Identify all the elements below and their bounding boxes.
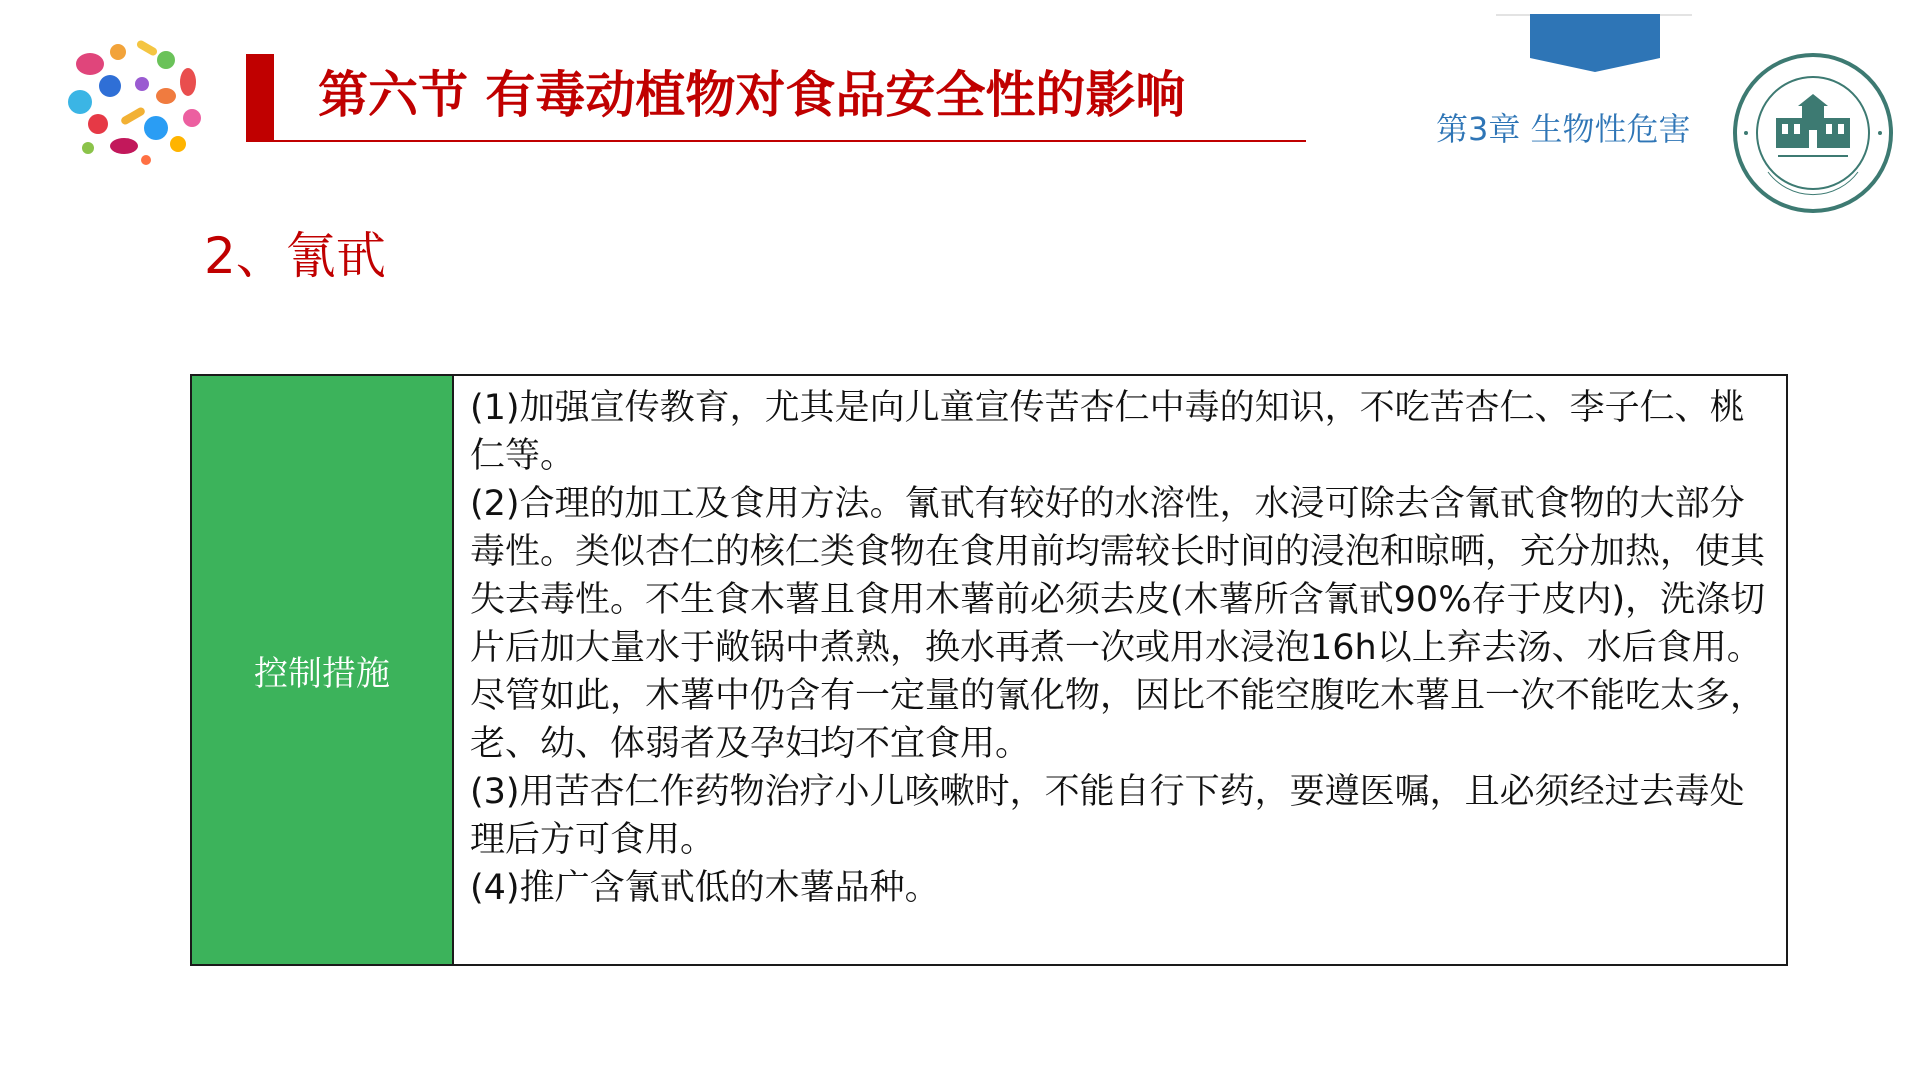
measure-paragraph-3: (3)用苦杏仁作药物治疗小儿咳嗽时，不能自行下药，要遵医嘱，且必须经过去毒处理后方可食用。 — [470, 772, 1745, 860]
measure-paragraph-1: (1)加强宣传教育，尤其是向儿童宣传苦杏仁中毒的知识，不吃苦杏仁、李子仁、桃仁等。 — [470, 388, 1745, 476]
chapter-label: 第3章 生物性危害 — [1436, 110, 1691, 148]
title-accent-bar — [246, 54, 274, 140]
measure-paragraph-2: (2)合理的加工及食用方法。氰甙有较好的水溶性，水浸可除去含氰甙食物的大部分毒性。类似杏仁的核仁类食物在食用前均需较长时间的浸泡和晾晒，充分加热，使其失去毒性。不生食木薯且食用木薯前必须去皮(木薯所含氰甙90%存于皮内)，洗涤切片后加大量水于敞锅中煮熟，换水再煮一次或用水浸泡16h以上弃去汤、水后食用。尽管如此，木薯中仍含有一定量的氰化物，因比不能空腹吃木薯且一次不能吃太多，老、幼、体弱者及孕妇均不宜食用。 — [470, 484, 1766, 764]
microbes-icon — [58, 24, 208, 174]
measure-paragraph-4: (4)推广含氰甙低的木薯品种。 — [470, 868, 940, 908]
content-table — [190, 374, 1788, 966]
table-label: 控制措施 — [254, 653, 390, 694]
title-underline — [246, 140, 1306, 142]
ribbon-tab-icon — [1530, 14, 1660, 72]
university-seal-icon — [1732, 52, 1894, 214]
section-heading: 2、氰甙 — [204, 227, 386, 285]
page-title: 第六节 有毒动植物对食品安全性的影响 — [318, 66, 1186, 124]
table-label-cell — [192, 376, 454, 964]
table-content-cell — [454, 376, 1786, 964]
